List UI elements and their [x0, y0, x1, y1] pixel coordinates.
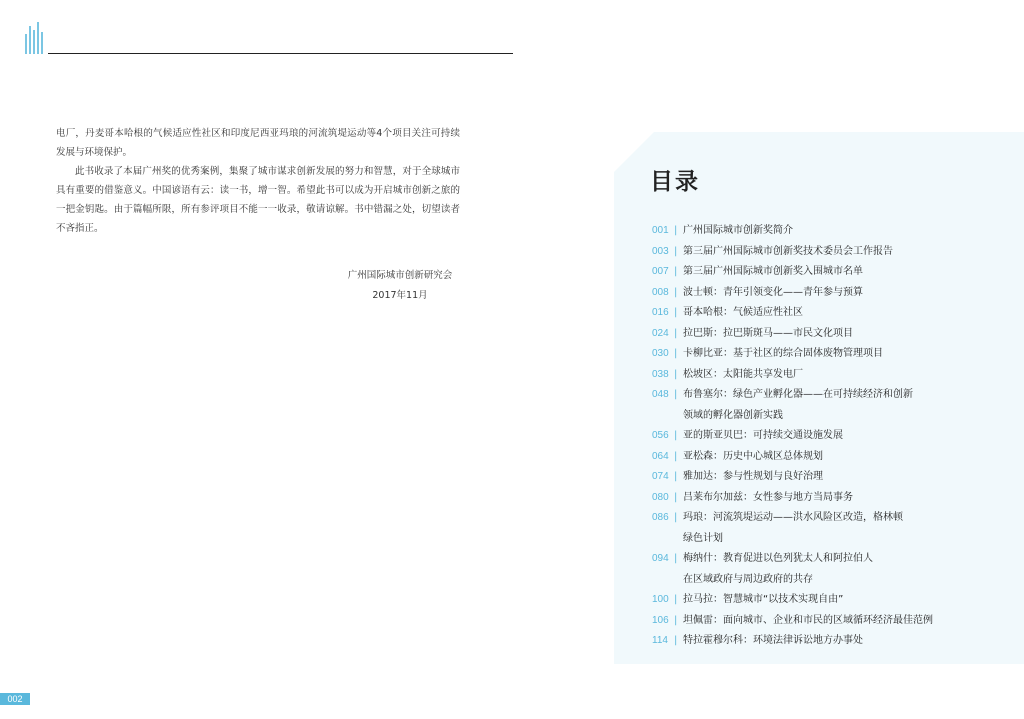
toc-page-number: 001	[652, 225, 669, 236]
toc-entry[interactable]	[652, 611, 1002, 632]
toc-separator: |	[674, 430, 678, 441]
toc-entry-title	[683, 303, 1002, 324]
toc-entry-title	[683, 283, 1002, 304]
page-number-badge: 002	[0, 693, 30, 705]
toc-separator: |	[674, 266, 678, 277]
toc-entry-title-line: 波士顿：青年引领变化——青年参与预算	[683, 286, 863, 298]
toc-entry[interactable]	[652, 283, 1002, 304]
toc-separator: |	[674, 553, 678, 564]
toc-entry-title-line: 拉巴斯：拉巴斯斑马——市民文化项目	[683, 327, 853, 339]
toc-page-number: 080	[652, 491, 669, 503]
toc-entry[interactable]	[652, 324, 1002, 345]
toc-page-number: 114	[652, 635, 668, 646]
toc-entry-title	[683, 324, 1002, 345]
toc-entry-title	[683, 467, 1002, 488]
toc-page-number: 094	[652, 553, 669, 564]
toc-page-number: 030	[652, 348, 669, 359]
toc-separator: |	[674, 389, 678, 400]
city-skyline-logo-icon	[24, 20, 46, 56]
preface-text	[56, 124, 460, 238]
toc-page-number: 100	[652, 594, 669, 605]
toc-separator: |	[674, 286, 678, 298]
toc-page-number: 007	[652, 266, 669, 277]
toc-page-number: 086	[652, 512, 669, 523]
header-rule	[48, 53, 513, 54]
toc-entry[interactable]	[652, 385, 1002, 426]
toc-page-number: 003	[652, 245, 669, 257]
toc-entry-title	[683, 447, 1002, 468]
toc-entry-title-line: 第三届广州国际城市创新奖入围城市名单	[683, 266, 863, 277]
toc-entry-title	[683, 242, 1002, 263]
toc-entry-title-line: 哥本哈根：气候适应性社区	[683, 307, 803, 318]
toc-entry-title-line: 布鲁塞尔：绿色产业孵化器——在可持续经济和创新	[683, 389, 913, 400]
toc-entry-title-line: 雅加达：参与性规划与良好治理	[683, 471, 823, 482]
toc-separator: |	[674, 614, 678, 626]
toc-entry[interactable]	[652, 447, 1002, 468]
toc-separator: |	[674, 512, 678, 523]
toc-entry-title-line: 坦佩雷：面向城市、企业和市民的区域循环经济最佳范例	[683, 614, 933, 626]
toc-entry-title	[683, 611, 1002, 632]
toc-separator: |	[674, 245, 678, 257]
toc-page-number: 016	[652, 307, 669, 318]
toc-entry-title-line: 绿色计划	[683, 532, 723, 544]
toc-entry-title-line: 领域的孵化器创新实践	[683, 409, 783, 421]
toc-separator: |	[674, 225, 678, 236]
toc-separator: |	[674, 307, 678, 318]
toc-entry[interactable]	[652, 426, 1002, 447]
toc-page-number: 038	[652, 368, 669, 380]
toc-entry[interactable]	[652, 344, 1002, 365]
toc-entry-title-line: 在区域政府与周边政府的共存	[683, 573, 813, 585]
toc-entry-title	[683, 508, 1002, 549]
toc-page-number: 024	[652, 327, 669, 339]
toc-title: 目录	[650, 169, 700, 195]
toc-entry-title-line: 卡柳比亚：基于社区的综合固体废物管理项目	[683, 348, 883, 359]
preface-paragraph-2: 此书收录了本届广州奖的优秀案例，集聚了城市谋求创新发展的努力和智慧，对于全球城市具有重要的借鉴意义。中国谚语有云：读一书，增一智。希望此书可以成为开启城市创新之旅的一把金钥匙。由于篇幅所限，所有参评项目不能一一收录，敬请谅解。书中错漏之处，切望读者不吝指正。	[56, 166, 460, 234]
toc-entry-title	[683, 590, 1002, 611]
toc-page-number: 074	[652, 471, 669, 482]
toc-entry[interactable]	[652, 590, 1002, 611]
toc-entry-title-line: 亚的斯亚贝巴：可持续交通设施发展	[683, 430, 843, 441]
toc-entry-title-line: 拉马拉：智慧城市“以技术实现自由”	[683, 594, 844, 605]
toc-entry-title-line: 吕莱布尔加兹：女性参与地方当局事务	[683, 491, 853, 503]
toc-entry[interactable]	[652, 303, 1002, 324]
toc-page-number: 056	[652, 430, 669, 441]
toc-separator: |	[674, 348, 678, 359]
toc-separator: |	[674, 327, 678, 339]
toc-entry-title-line: 松坡区：太阳能共享发电厂	[683, 368, 803, 380]
toc-entry-title	[683, 221, 1002, 242]
signature	[330, 266, 470, 306]
toc-entry[interactable]	[652, 242, 1002, 263]
toc-page-number: 048	[652, 389, 669, 400]
toc-entry-title-line: 广州国际城市创新奖简介	[683, 225, 793, 236]
preface-paragraph-1: 电厂，丹麦哥本哈根的气候适应性社区和印度尼西亚玛琅的河流筑堤运动等4个项目关注可持续发展与环境保护。	[56, 128, 460, 158]
toc-entry[interactable]	[652, 488, 1002, 509]
toc-page-number: 008	[652, 286, 669, 298]
toc-entry-title-line: 梅纳什：教育促进以色列犹太人和阿拉伯人	[683, 553, 873, 564]
toc-entry-title	[683, 344, 1002, 365]
toc-entry-title	[683, 631, 1002, 652]
toc-entry-title	[683, 426, 1002, 447]
toc-entry-title	[683, 365, 1002, 386]
toc-entry[interactable]	[652, 365, 1002, 386]
toc-entry[interactable]	[652, 631, 1002, 652]
toc-entry-title-line: 亚松森：历史中心城区总体规划	[683, 450, 823, 462]
toc-entry[interactable]	[652, 262, 1002, 283]
toc-separator: |	[674, 635, 678, 646]
signature-date: 2017年11月	[372, 290, 428, 301]
toc-entry-title-line: 玛琅：河流筑堤运动——洪水风险区改造，格林顿	[683, 512, 903, 523]
toc-entry-title	[683, 262, 1002, 283]
toc-entry[interactable]	[652, 467, 1002, 488]
toc-entry-title	[683, 488, 1002, 509]
toc-entry[interactable]	[652, 508, 1002, 549]
signature-organization: 广州国际城市创新研究会	[347, 270, 453, 281]
toc-entry-title	[683, 549, 1002, 590]
toc-page-number: 064	[652, 450, 669, 462]
toc-entry-title-line: 第三届广州国际城市创新奖技术委员会工作报告	[683, 245, 893, 257]
toc-entry[interactable]	[652, 549, 1002, 590]
toc-entry-title-line: 特拉霍穆尔科：环境法律诉讼地方办事处	[683, 635, 863, 646]
toc-list	[652, 221, 1002, 652]
toc-page-number: 106	[652, 614, 669, 626]
toc-entry-title	[683, 385, 1002, 426]
toc-separator: |	[674, 491, 678, 503]
toc-separator: |	[674, 471, 678, 482]
toc-separator: |	[674, 594, 678, 605]
toc-separator: |	[674, 368, 678, 380]
toc-entry[interactable]	[652, 221, 1002, 242]
toc-separator: |	[674, 450, 678, 462]
